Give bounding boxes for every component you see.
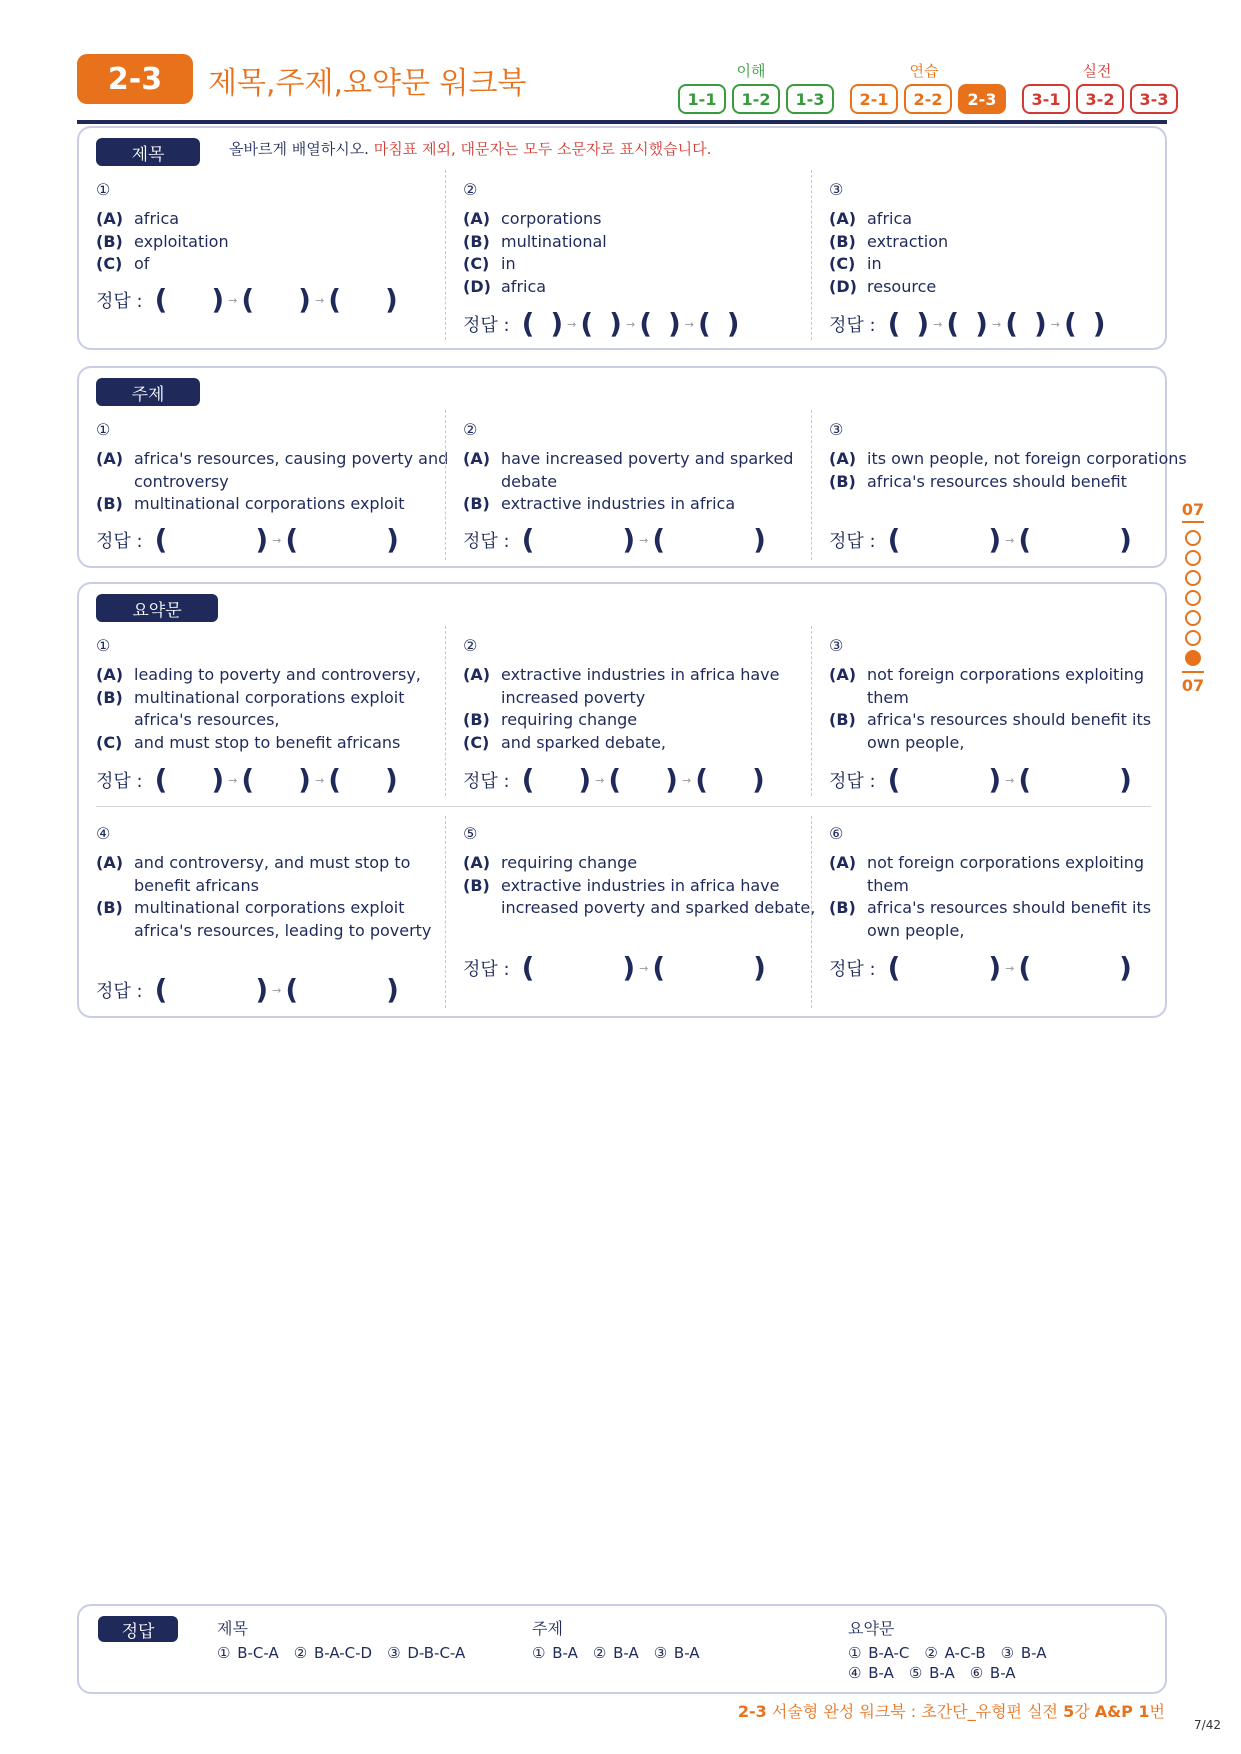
summary-question-6 [829, 824, 1189, 942]
choice-c [463, 732, 823, 755]
answer-blank[interactable]: ( [521, 307, 535, 340]
choice-key: (C) [829, 254, 856, 273]
section-badge: 2-3 [77, 54, 193, 104]
choice-key: (A) [463, 665, 491, 684]
question-number: ③ [829, 636, 844, 655]
nav-dot[interactable] [1185, 630, 1201, 646]
choice-c [96, 253, 456, 276]
choice-b [829, 897, 1189, 942]
title-panel [77, 126, 1167, 350]
choice-key: (A) [829, 209, 857, 228]
question-number: ① [96, 636, 111, 655]
column-divider [445, 626, 446, 796]
footer-text: 번 [1149, 1702, 1165, 1721]
arrow-icon: → [991, 317, 1002, 331]
page-number: 7/42 [1194, 1718, 1221, 1732]
choice-text: extractive industries in africa have increased poverty and sparked debate, [501, 875, 816, 917]
choice-text: of [134, 254, 150, 273]
question-number: ② [463, 420, 478, 439]
answer-row: 정답 : ( ) → ( ) [96, 523, 399, 556]
choice-a [463, 852, 823, 875]
answer-blank[interactable]: ( [608, 763, 622, 796]
nav-dot[interactable] [1185, 590, 1201, 606]
question-number: ② [463, 180, 478, 199]
choice-text: multinational corporations exploit africa's resources, leading to poverty [134, 898, 432, 940]
answer-blank[interactable]: ( [154, 763, 168, 796]
answer-blank[interactable]: ( [1018, 763, 1032, 796]
nav-dot[interactable] [1185, 530, 1201, 546]
choice-text: not foreign corporations exploiting them [867, 665, 1145, 707]
stage-3-3[interactable]: 3-3 [1130, 84, 1178, 114]
arrow-icon: → [639, 961, 649, 975]
group-label-practice: 연습 [909, 62, 939, 80]
choice-key: (A) [96, 209, 124, 228]
stage-3-1[interactable]: 3-1 [1022, 84, 1070, 114]
arrow-icon: → [933, 317, 943, 331]
side-page-number-bottom: 07 [1181, 676, 1205, 695]
summary-question-1 [96, 636, 456, 754]
answer-label: 정답 : [829, 315, 876, 336]
choice-key: (A) [829, 665, 857, 684]
answer-blank[interactable]: ( [887, 523, 901, 556]
answer-blank[interactable]: ( [887, 763, 901, 796]
answer-blank[interactable]: ( [285, 973, 299, 1006]
choice-key: (C) [96, 732, 123, 752]
answer-blank[interactable]: ( [1018, 523, 1032, 556]
question-number: ⑥ [829, 824, 844, 843]
arrow-icon: → [639, 533, 649, 547]
footer-caption [738, 1699, 1165, 1722]
answer-label: 정답 : [829, 771, 876, 792]
answer-blank[interactable]: ( [652, 523, 666, 556]
choice-key: (B) [829, 471, 856, 491]
choice-text: africa's resources, causing poverty and controversy [134, 449, 449, 491]
column-divider [811, 626, 812, 796]
choice-b [463, 875, 823, 920]
choice-text: africa [501, 276, 547, 296]
choice-text: africa's resources should benefit [867, 471, 1127, 491]
choice-text: africa [134, 209, 180, 228]
stage-1-3[interactable]: 1-3 [786, 84, 834, 114]
choice-b [463, 493, 823, 516]
choice-a [829, 208, 1189, 231]
choice-c [463, 253, 823, 276]
choice-text: requiring change [501, 853, 638, 872]
choice-key: (A) [96, 449, 124, 468]
question-number: ① [96, 180, 111, 199]
answer-blank[interactable]: ( [1005, 307, 1018, 340]
choice-text: and controversy, and must stop to benefit africans [134, 853, 411, 895]
answer-key-heading: 제목 [217, 1619, 248, 1638]
footer-highlight: 5 [1063, 1702, 1075, 1721]
side-page-number-top: 07 [1181, 500, 1205, 519]
answer-key-values: ① B-A ② B-A ③ B-A [532, 1644, 700, 1662]
choice-text: its own people, not foreign corporations [867, 449, 1187, 468]
answer-blank[interactable]: ( [154, 523, 168, 556]
question-number: ② [463, 636, 478, 655]
column-divider [811, 170, 812, 340]
header-divider [77, 120, 1167, 124]
summary-panel [77, 582, 1167, 1018]
answer-key-values: ④ B-A ⑤ B-A ⑥ B-A [848, 1664, 1016, 1682]
choice-c [829, 253, 1189, 276]
choice-text: multinational corporations exploit [134, 494, 405, 513]
column-divider [811, 410, 812, 560]
choice-text: africa's resources should benefit its own people, [867, 898, 1152, 940]
nav-dot[interactable] [1185, 570, 1201, 586]
footer-highlight: 2-3 [737, 1702, 767, 1721]
choice-key: (B) [96, 687, 123, 707]
choice-key: (A) [463, 853, 491, 872]
choice-b [96, 687, 456, 732]
choice-c [96, 732, 456, 755]
choice-text: have increased poverty and sparked debate [501, 449, 794, 491]
arrow-icon: → [1005, 773, 1015, 787]
choice-a [463, 448, 823, 493]
nav-dot[interactable] [1185, 550, 1201, 566]
question-number: ③ [829, 420, 844, 439]
footer-highlight: A&P 1 [1094, 1702, 1150, 1721]
arrow-icon: → [228, 293, 238, 307]
choice-key: (B) [463, 710, 490, 729]
answer-label: 정답 : [96, 771, 143, 792]
nav-dot[interactable] [1185, 610, 1201, 626]
column-divider [445, 410, 446, 560]
choice-key: (A) [463, 209, 491, 228]
answer-row: 정답 : ( ) → ( ) → ( ) → ( ) [829, 307, 1106, 340]
answer-label: 정답 : [463, 771, 510, 792]
choice-text: in [501, 254, 516, 273]
instruction-text: 올바르게 배열하시오. [229, 140, 369, 158]
arrow-icon: → [228, 773, 238, 787]
choice-key: (B) [829, 710, 856, 729]
question-number: ④ [96, 824, 111, 843]
answer-row: 정답 : ( ) → ( ) [463, 523, 766, 556]
choice-key: (C) [463, 732, 490, 752]
choice-a [463, 664, 823, 709]
answer-blank[interactable]: ( [285, 523, 299, 556]
arrow-icon: → [1050, 317, 1060, 331]
answer-key-tag: 정답 [98, 1616, 178, 1642]
choice-text: resource [867, 276, 937, 296]
footer-text: 강 [1074, 1702, 1095, 1721]
answer-blank[interactable]: ( [946, 307, 960, 340]
choice-a [829, 852, 1189, 897]
answer-blank[interactable]: ( [521, 951, 535, 984]
choice-key: (B) [96, 494, 123, 513]
answer-blank[interactable]: ( [1018, 951, 1032, 984]
answer-key-summary [848, 1616, 1046, 1683]
choice-b [829, 471, 1189, 494]
group-label-real: 실전 [1082, 62, 1112, 80]
arrow-icon: → [681, 773, 692, 787]
theme-question-2 [463, 420, 823, 516]
answer-key-panel [77, 1604, 1167, 1694]
answer-label: 정답 : [96, 981, 143, 1002]
title-tag: 제목 [96, 138, 200, 166]
theme-question-1 [96, 420, 456, 516]
choice-key: (C) [96, 254, 123, 273]
choice-text: multinational [501, 231, 607, 251]
answer-key-heading: 주제 [532, 1619, 563, 1638]
choice-key: (B) [96, 231, 123, 251]
answer-row: 정답 : ( ) → ( ) [96, 973, 399, 1006]
summary-question-4 [96, 824, 456, 942]
choice-a [96, 852, 456, 897]
row-divider [96, 806, 1151, 807]
choice-key: (A) [829, 449, 857, 468]
choice-a [96, 664, 456, 687]
choice-key: (B) [463, 494, 490, 513]
choice-text: africa's resources should benefit its own people, [867, 710, 1152, 752]
answer-key-theme [532, 1616, 700, 1663]
choice-key: (A) [96, 853, 124, 872]
arrow-icon: → [625, 317, 636, 331]
answer-blank[interactable]: ( [154, 973, 168, 1006]
answer-label: 정답 : [829, 531, 876, 552]
choice-text: and must stop to benefit africans [134, 732, 401, 752]
column-divider [811, 816, 812, 1008]
choice-a [829, 664, 1189, 709]
answer-row: 정답 : ( ) → ( ) [463, 951, 766, 984]
choice-b [829, 231, 1189, 254]
stage-2-1[interactable]: 2-1 [850, 84, 898, 114]
arrow-icon: → [272, 983, 282, 997]
arrow-icon: → [595, 773, 605, 787]
choice-text: corporations [501, 209, 602, 228]
page-title: 제목,주제,요약문 워크북 [208, 66, 527, 101]
answer-label: 정답 : [96, 531, 143, 552]
choice-text: extraction [867, 231, 949, 251]
choice-b [463, 231, 823, 254]
choice-d [463, 276, 823, 299]
choice-text: africa [867, 209, 913, 228]
nav-dot-active[interactable] [1185, 650, 1201, 666]
answer-key-values: ① B-C-A ② B-A-C-D ③ D-B-C-A [217, 1644, 466, 1662]
theme-tag: 주제 [96, 378, 200, 406]
question-number: ⑤ [463, 824, 478, 843]
choice-b [829, 709, 1189, 754]
arrow-icon: → [1005, 533, 1015, 547]
answer-label: 정답 : [463, 531, 510, 552]
stage-2-2[interactable]: 2-2 [904, 84, 952, 114]
choice-text: exploitation [134, 231, 229, 251]
answer-blank[interactable]: ( [652, 951, 666, 984]
answer-label: 정답 : [463, 959, 510, 980]
stage-1-2[interactable]: 1-2 [732, 84, 780, 114]
answer-key-values: ① B-A-C ② A-C-B ③ B-A [848, 1644, 1047, 1662]
summary-tag: 요약문 [96, 594, 218, 622]
answer-row: 정답 : ( ) → ( ) [829, 523, 1132, 556]
answer-blank[interactable]: ( [154, 283, 168, 316]
choice-b [96, 231, 456, 254]
summary-question-2 [463, 636, 823, 754]
choice-key: (A) [96, 665, 124, 684]
answer-row: 정답 : ( ) → ( ) → ( ) [96, 283, 398, 316]
answer-label: 정답 : [96, 291, 143, 312]
choice-b [463, 709, 823, 732]
question-number: ① [96, 420, 111, 439]
theme-question-3 [829, 420, 1189, 493]
choice-key: (B) [829, 231, 856, 251]
answer-row: 정답 : ( ) → ( ) → ( ) → ( ) [463, 307, 740, 340]
title-question-3 [829, 180, 1189, 298]
answer-blank[interactable]: ( [698, 307, 711, 340]
answer-blank[interactable]: ( [887, 951, 901, 984]
instruction [229, 138, 711, 159]
choice-a [463, 208, 823, 231]
column-divider [445, 816, 446, 1008]
choice-b [96, 897, 456, 942]
stage-2-3[interactable]: 2-3 [958, 84, 1006, 114]
arrow-icon: → [314, 773, 325, 787]
instruction-note: 마침표 제외, 대문자는 모두 소문자로 표시했습니다. [373, 140, 712, 158]
answer-blank[interactable]: ( [639, 307, 652, 340]
choice-text: and sparked debate, [501, 732, 667, 752]
choice-key: (B) [829, 898, 856, 917]
choice-key: (C) [463, 254, 490, 273]
question-number: ③ [829, 180, 844, 199]
answer-blank[interactable]: ( [887, 307, 901, 340]
answer-key-title [217, 1616, 465, 1663]
choice-text: not foreign corporations exploiting them [867, 853, 1145, 895]
arrow-icon: → [567, 317, 577, 331]
answer-blank[interactable]: ( [580, 307, 594, 340]
answer-blank[interactable]: ( [241, 283, 255, 316]
choice-a [96, 448, 456, 493]
choice-key: (D) [463, 276, 491, 296]
choice-key: (B) [463, 231, 490, 251]
arrow-icon: → [314, 293, 325, 307]
arrow-icon: → [1005, 961, 1015, 975]
answer-blank[interactable]: ( [328, 763, 341, 796]
choice-text: in [867, 254, 882, 273]
choice-text: leading to poverty and controversy, [134, 665, 421, 684]
answer-row: 정답 : ( ) → ( ) → ( ) [96, 763, 398, 796]
answer-blank[interactable]: ( [328, 283, 341, 316]
choice-key: (B) [463, 875, 490, 895]
choice-d [829, 276, 1189, 299]
answer-label: 정답 : [829, 959, 876, 980]
arrow-icon: → [272, 533, 282, 547]
column-divider [445, 170, 446, 340]
theme-panel [77, 366, 1187, 568]
answer-label: 정답 : [463, 315, 510, 336]
arrow-icon: → [684, 317, 694, 331]
answer-blank[interactable]: ( [695, 763, 708, 796]
choice-a [829, 448, 1189, 471]
answer-row: 정답 : ( ) → ( ) [829, 951, 1132, 984]
choice-key: (A) [463, 449, 491, 468]
side-divider [1182, 671, 1204, 673]
choice-text: extractive industries in africa [501, 494, 736, 513]
choice-b [96, 493, 456, 516]
choice-text: multinational corporations exploit africa's resources, [134, 687, 405, 729]
answer-blank[interactable]: ( [521, 763, 535, 796]
summary-question-5 [463, 824, 823, 920]
choice-key: (A) [829, 853, 857, 872]
stage-3-2[interactable]: 3-2 [1076, 84, 1124, 114]
footer-text: 서술형 완성 워크북 : 초간단_유형편 실전 [766, 1702, 1064, 1721]
answer-row: 정답 : ( ) → ( ) → ( ) [463, 763, 765, 796]
choice-key: (B) [96, 898, 123, 917]
choice-text: requiring change [501, 710, 638, 729]
group-label-understand: 이해 [736, 62, 766, 80]
answer-row: 정답 : ( ) → ( ) [829, 763, 1132, 796]
summary-question-3 [829, 636, 1189, 754]
answer-blank[interactable]: ( [1064, 307, 1077, 340]
choice-a [96, 208, 456, 231]
stage-1-1[interactable]: 1-1 [678, 84, 726, 114]
choice-text: extractive industries in africa have increased poverty [501, 665, 780, 707]
title-question-2 [463, 180, 823, 298]
title-question-1 [96, 180, 456, 276]
choice-key: (D) [829, 276, 857, 296]
answer-blank[interactable]: ( [521, 523, 535, 556]
answer-key-heading: 요약문 [848, 1619, 895, 1638]
answer-blank[interactable]: ( [241, 763, 255, 796]
side-divider [1182, 521, 1204, 523]
